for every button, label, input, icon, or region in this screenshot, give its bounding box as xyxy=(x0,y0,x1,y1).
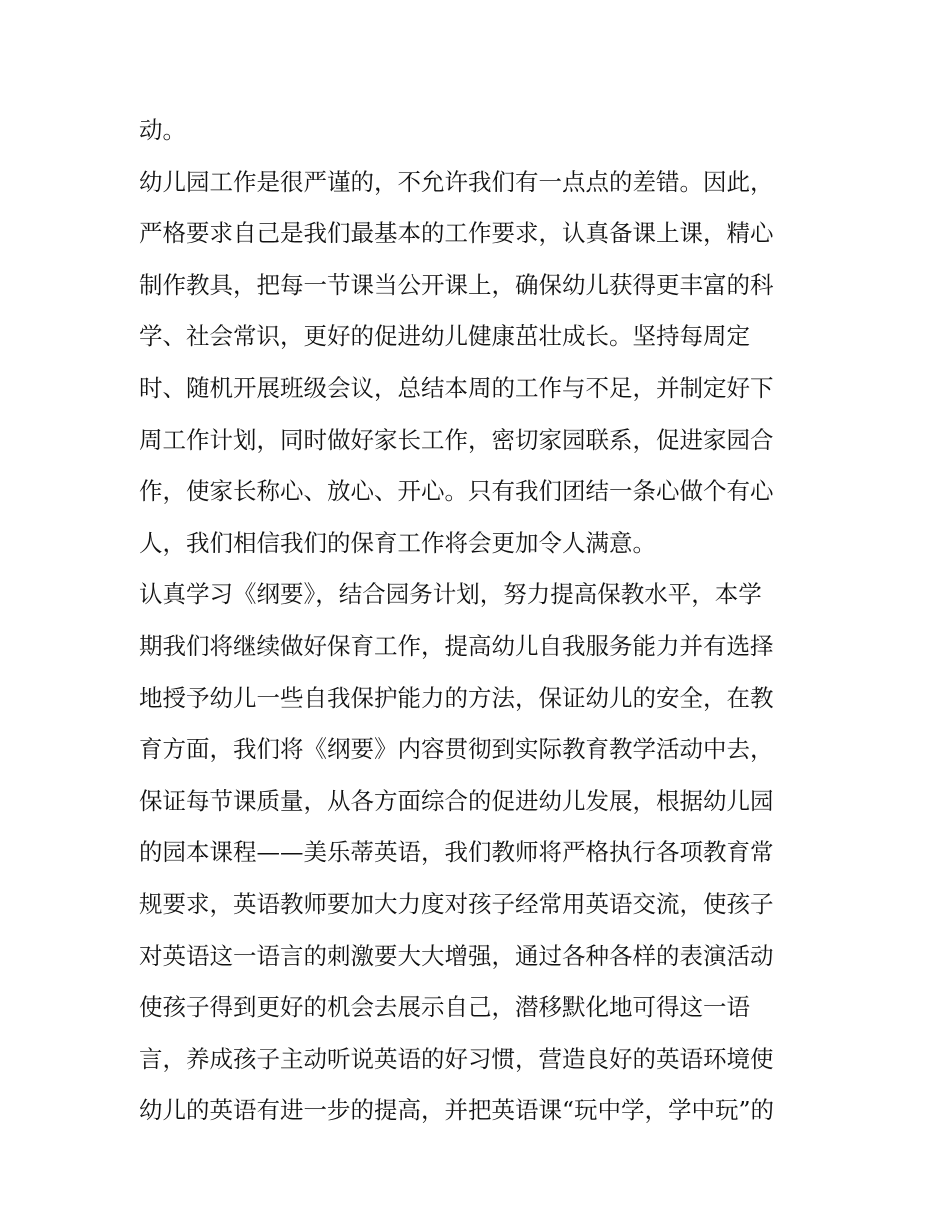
text-line: 人，我们相信我们的保育工作将会更加令人满意。 xyxy=(139,528,656,557)
text-line: 保证每节课质量，从各方面综合的促进幼儿发展，根据幼儿园 xyxy=(139,786,774,815)
text-line: 周工作计划，同时做好家长工作，密切家园联系，促进家园合 xyxy=(139,425,774,454)
text-line: 制作教具，把每一节课当公开课上，确保幼儿获得更丰富的科 xyxy=(139,270,774,299)
body-text xyxy=(139,105,819,1137)
text-line: 时、随机开展班级会议，总结本周的工作与不足，并制定好下 xyxy=(139,373,774,402)
text-line: 认真学习《纲要》，结合园务计划，努力提高保教水平，本学 xyxy=(139,580,762,609)
text-line: 规要求，英语教师要加大力度对孩子经常用英语交流，使孩子 xyxy=(139,889,774,918)
text-line: 育方面，我们将《纲要》内容贯彻到实际教育教学活动中去， xyxy=(139,735,774,764)
text-line: 作，使家长称心、放心、开心。只有我们团结一条心做个有心 xyxy=(139,477,774,506)
text-line: 使孩子得到更好的机会去展示自己，潜移默化地可得这一语 xyxy=(139,993,750,1022)
text-line: 严格要求自己是我们最基本的工作要求，认真备课上课，精心 xyxy=(139,219,774,248)
text-line: 期我们将继续做好保育工作，提高幼儿自我服务能力并有选择 xyxy=(139,631,774,660)
text-line: 的园本课程——美乐蒂英语，我们教师将严格执行各项教育常 xyxy=(139,838,774,867)
text-line: 动。 xyxy=(139,116,186,144)
text-line: 地授予幼儿一些自我保护能力的方法，保证幼儿的安全，在教 xyxy=(139,683,774,712)
text-line: 幼儿园工作是很严谨的，不允许我们有一点点的差错。因此， xyxy=(139,167,774,196)
text-line: 言，养成孩子主动听说英语的好习惯，营造良好的英语环境使 xyxy=(139,1044,774,1073)
text-line: 学、社会常识，更好的促进幼儿健康茁壮成长。坚持每周定 xyxy=(139,322,750,351)
text-line: 对英语这一语言的刺激要大大增强，通过各种各样的表演活动 xyxy=(139,941,774,970)
text-line: 幼儿的英语有进一步的提高，并把英语课“玩中学，学中玩”的 xyxy=(139,1096,775,1125)
